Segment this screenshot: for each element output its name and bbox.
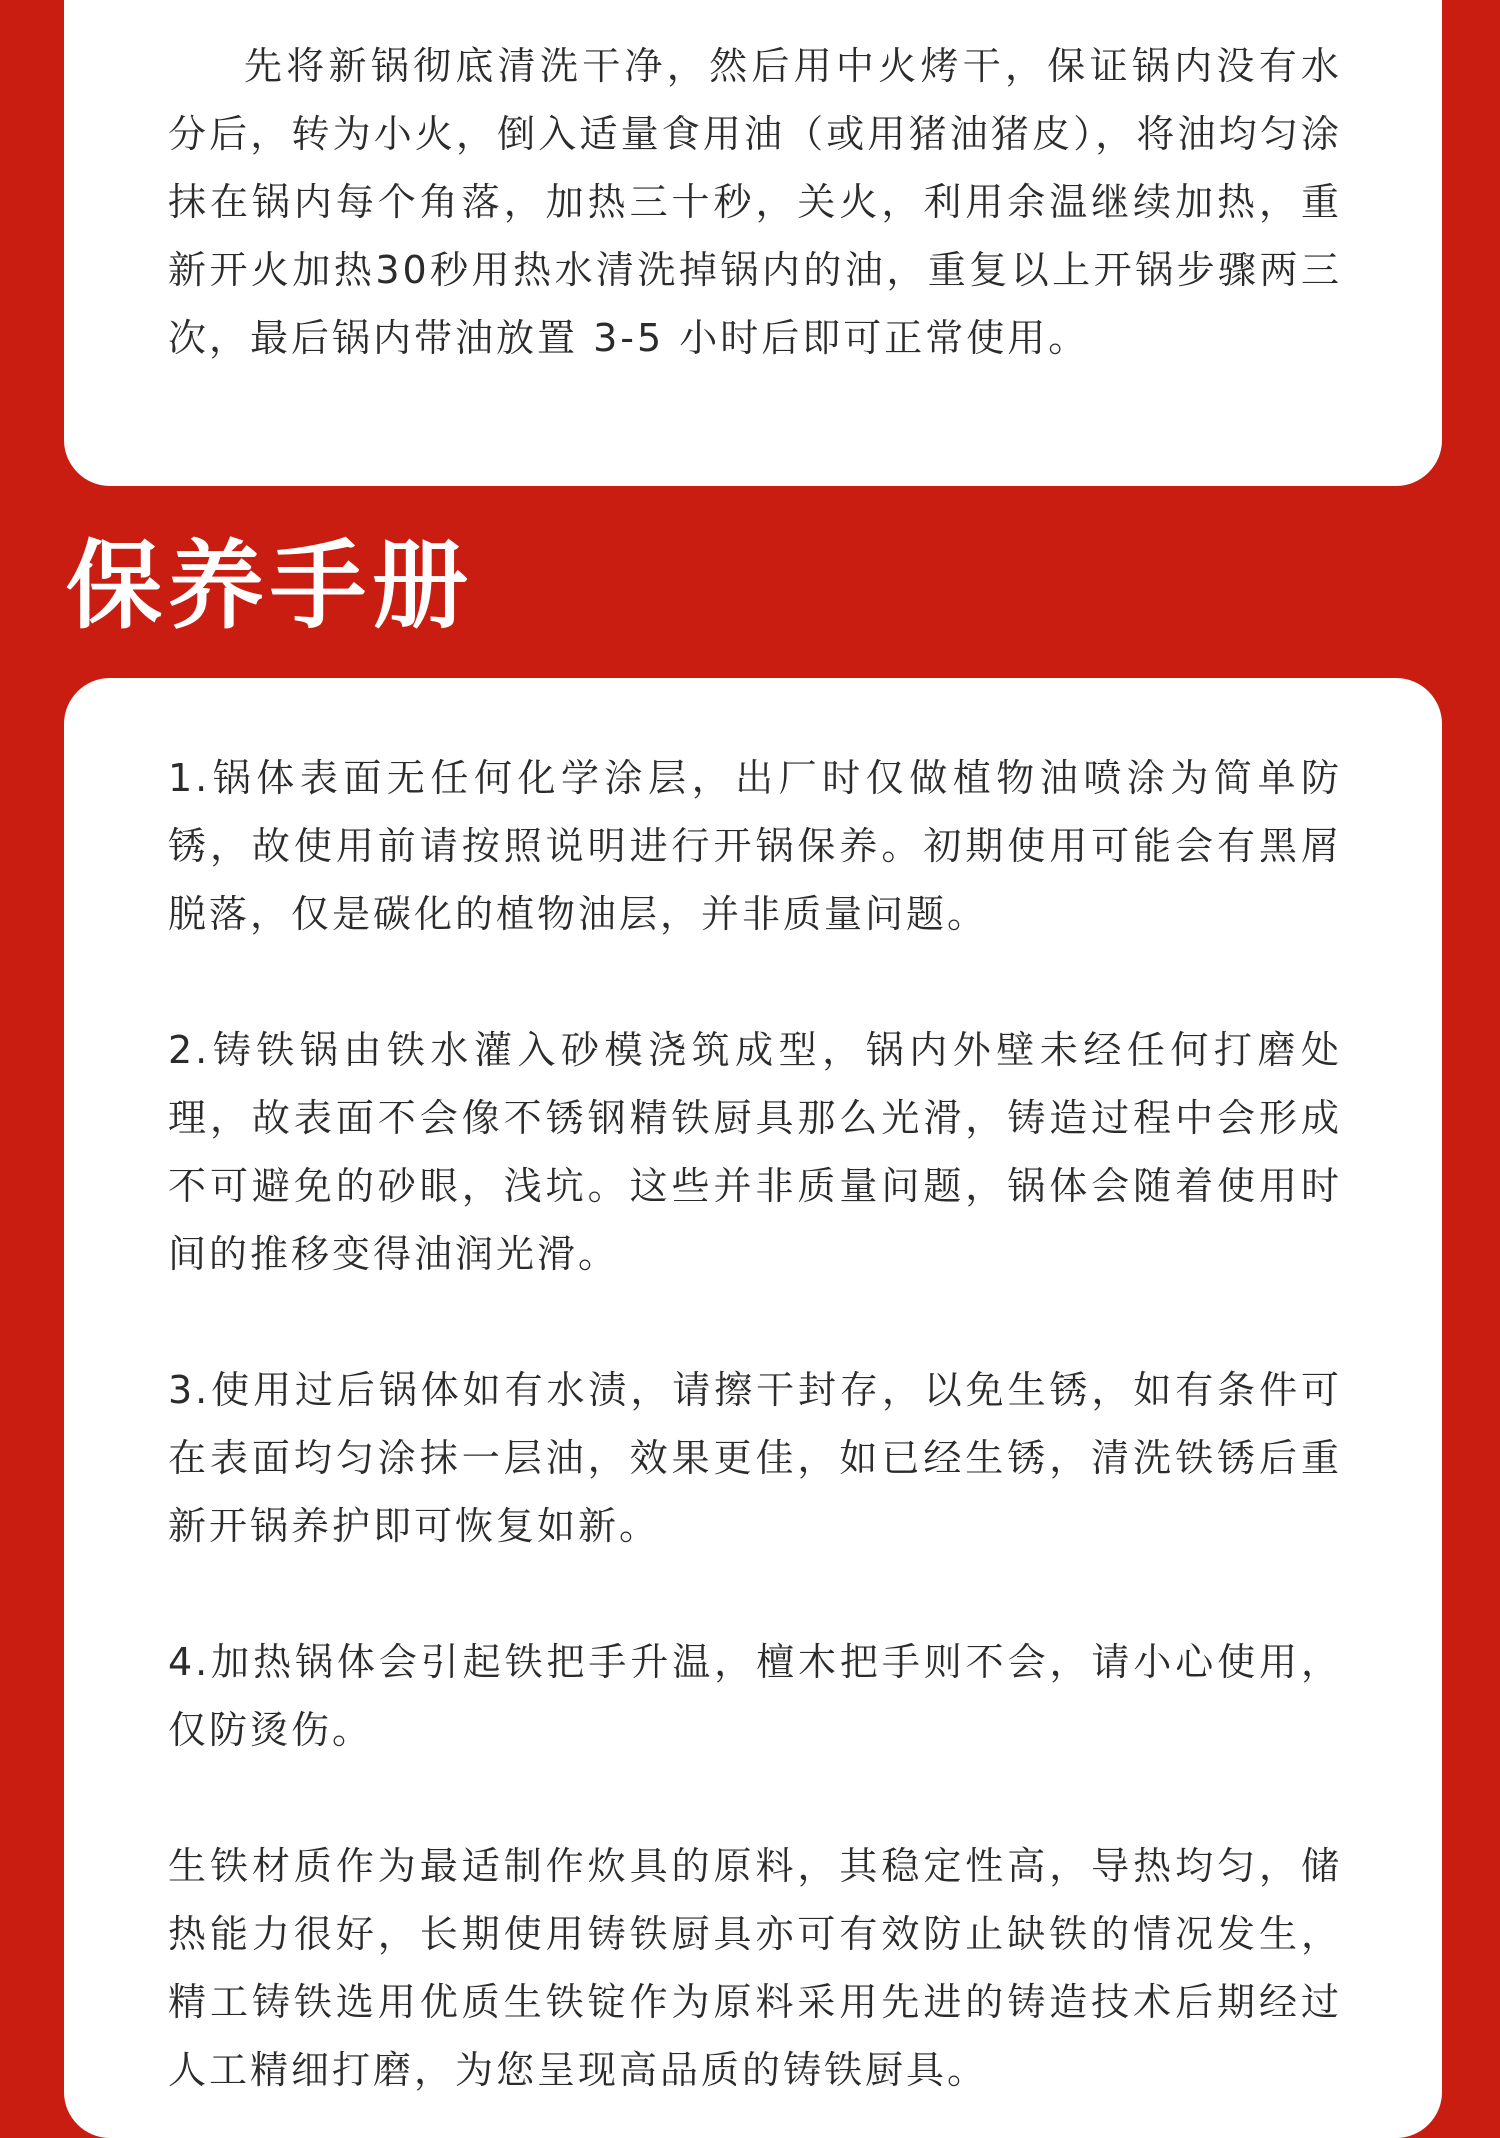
maintenance-item: 2.铸铁锅由铁水灌入砂模浇筑成型，锅内外壁未经任何打磨处理，故表面不会像不锈钢精铁厨具那么光滑，铸造过程中会形成不可避免的砂眼，浅坑。这些并非质量问题，锅体会随着使用时间的推移变得油润光滑。	[168, 1028, 1342, 1276]
maintenance-manual-card	[64, 678, 1442, 2138]
maintenance-item: 4.加热锅体会引起铁把手升温，檀木把手则不会，请小心使用，仅防烫伤。	[168, 1640, 1342, 1752]
maintenance-item: 3.使用过后锅体如有水渍，请擦干封存，以免生锈，如有条件可在表面均匀涂抹一层油，效果更佳，如已经生锈，清洗铁锈后重新开锅养护即可恢复如新。	[168, 1368, 1342, 1548]
maintenance-item: 1.锅体表面无任何化学涂层，出厂时仅做植物油喷涂为简单防锈，故使用前请按照说明进行开锅保养。初期使用可能会有黑屑脱落，仅是碳化的植物油层，并非质量问题。	[168, 756, 1342, 936]
seasoning-instructions-card	[64, 0, 1442, 486]
section-title: 保养手册	[66, 530, 474, 642]
material-description: 生铁材质作为最适制作炊具的原料，其稳定性高，导热均匀，储热能力很好，长期使用铸铁厨具亦可有效防止缺铁的情况发生，精工铸铁选用优质生铁锭作为原料采用先进的铸造技术后期经过人工精细打磨，为您呈现高品质的铸铁厨具。	[168, 1844, 1342, 2092]
seasoning-instructions-text: 先将新锅彻底清洗干净，然后用中火烤干，保证锅内没有水分后，转为小火，倒入适量食用油（或用猪油猪皮），将油均匀涂抹在锅内每个角落，加热三十秒，关火，利用余温继续加热，重新开火加热30秒用热水清洗掉锅内的油，重复以上开锅步骤两三次，最后锅内带油放置 3-5 小时后即可正常使用。	[168, 44, 1342, 360]
